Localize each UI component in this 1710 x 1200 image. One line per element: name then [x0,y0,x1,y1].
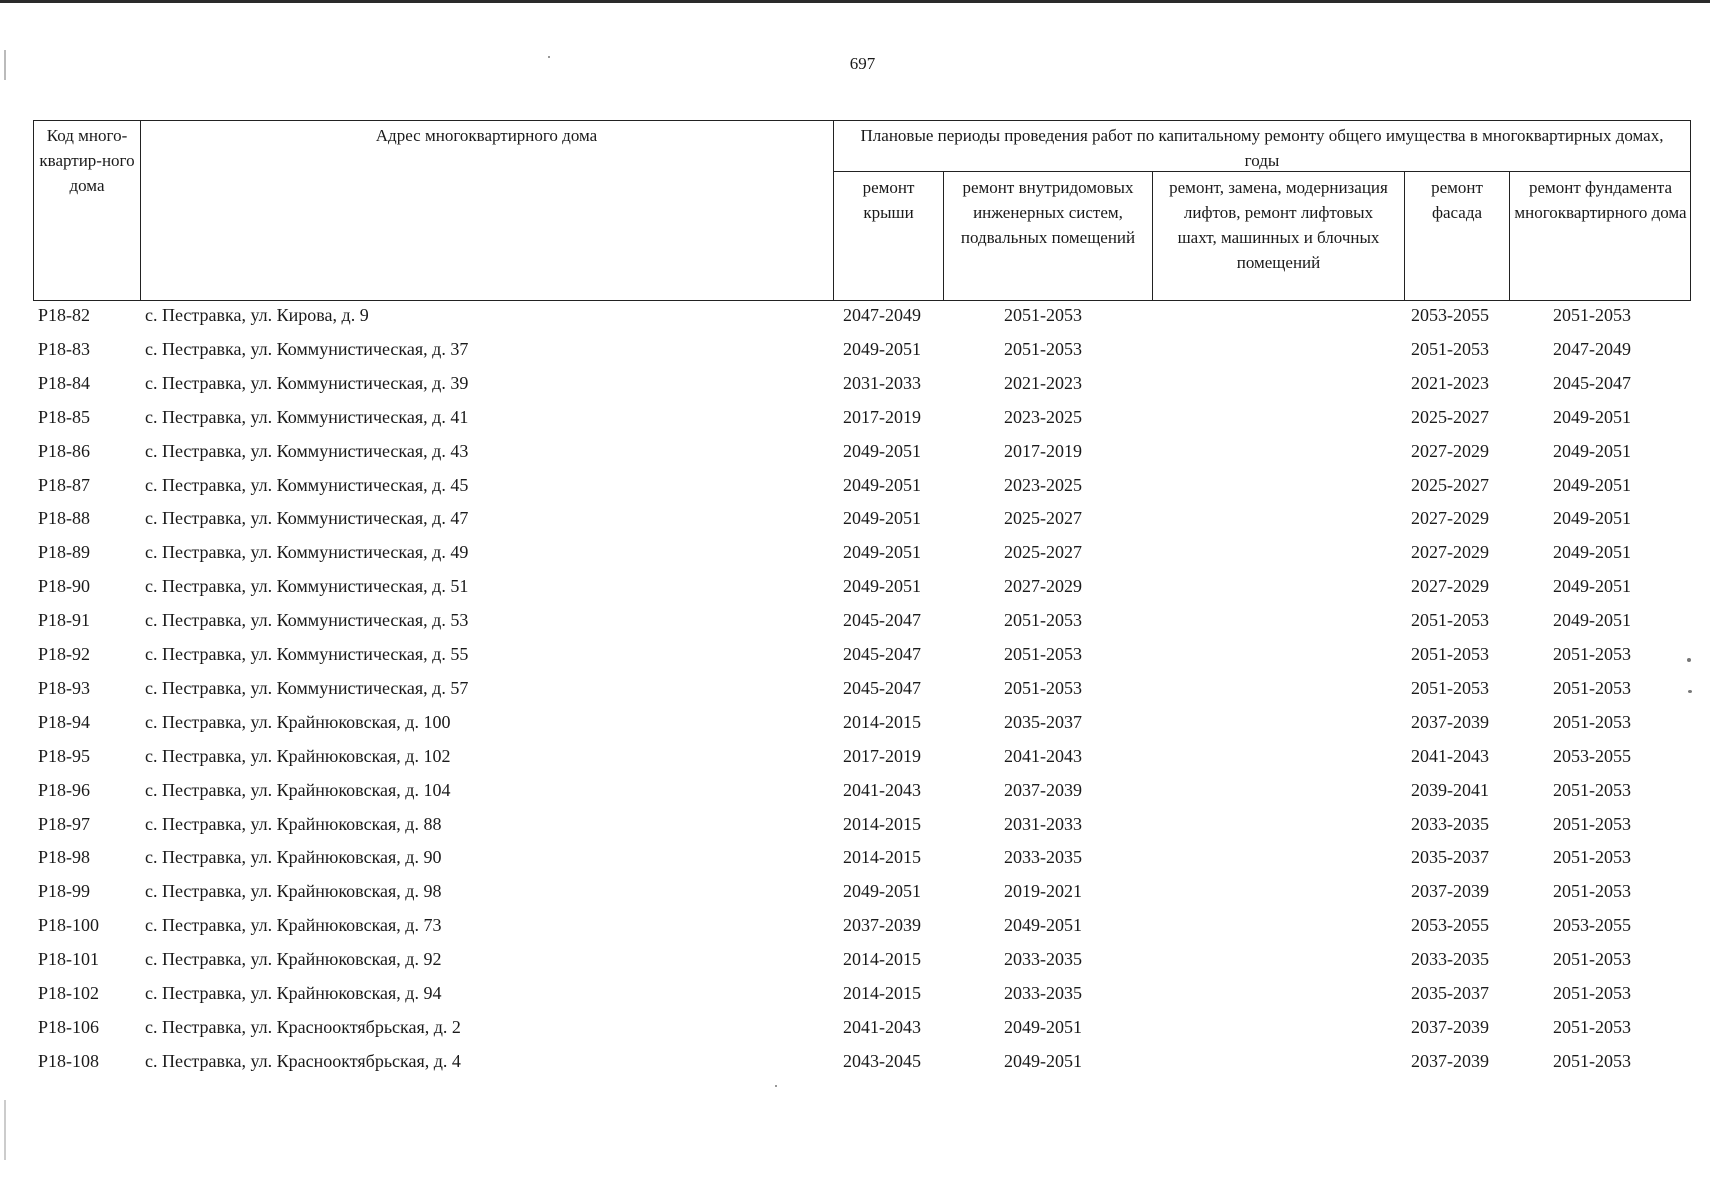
cell-systems: 2019-2021 [1004,881,1082,902]
header-periods: Плановые периоды проведения работ по капитальному ремонту общего имущества в многоквартирных домах, годы [860,126,1664,170]
cell-systems: 2051-2053 [1004,610,1082,631]
cell-code: P18-95 [38,745,91,766]
cell-facade: 2025-2027 [1411,474,1489,495]
cell-foundation: 2049-2051 [1553,440,1631,461]
table-row [0,1049,1710,1083]
cell-facade: 2051-2053 [1411,338,1489,359]
cell-foundation: 2049-2051 [1553,406,1631,427]
cell-systems: 2027-2029 [1004,576,1082,597]
cell-roof: 2041-2043 [843,779,921,800]
cell-facade: 2051-2053 [1411,644,1489,664]
cell-code: P18-86 [38,440,91,461]
cell-foundation: 2051-2053 [1553,1016,1631,1037]
cell-foundation: 2051-2053 [1553,711,1631,732]
scan-speck [4,50,6,80]
table-row [0,540,1710,574]
cell-roof: 2014-2015 [843,983,921,1003]
cell-foundation: 2051-2053 [1553,644,1631,664]
cell-code: P18-102 [38,983,100,1003]
cell-address: с. Пестравка, ул. Крайнюковская, д. 100 [145,711,451,732]
cell-facade: 2027-2029 [1411,440,1489,461]
cell-facade: 2039-2041 [1411,779,1489,800]
cell-facade: 2033-2035 [1411,813,1489,834]
cell-roof: 2014-2015 [843,949,921,970]
scan-speck [548,56,550,58]
cell-code: P18-91 [38,610,91,631]
cell-roof: 2031-2033 [843,372,921,393]
cell-facade: 2033-2035 [1411,949,1489,970]
cell-roof: 2043-2045 [843,1050,921,1071]
cell-foundation: 2047-2049 [1553,338,1631,359]
cell-systems: 2037-2039 [1004,779,1082,800]
cell-address: с. Пестравка, ул. Крайнюковская, д. 73 [145,915,442,936]
cell-facade: 2037-2039 [1411,711,1489,732]
cell-foundation: 2053-2055 [1553,915,1631,936]
cell-facade: 2037-2039 [1411,1050,1489,1071]
cell-foundation: 2049-2051 [1553,576,1631,597]
header-foundation: ремонт фундамента многоквартирного дома [1514,178,1687,222]
cell-code: P18-93 [38,677,91,698]
cell-systems: 2041-2043 [1004,745,1082,766]
cell-systems: 2051-2053 [1004,338,1082,359]
cell-address: с. Пестравка, ул. Крайнюковская, д. 88 [145,813,442,834]
cell-roof: 2017-2019 [843,406,921,427]
cell-foundation: 2051-2053 [1553,677,1631,698]
table-row [0,676,1710,710]
table-row [0,710,1710,744]
cell-foundation: 2051-2053 [1553,949,1631,970]
table-row [0,947,1710,981]
table-row [0,879,1710,913]
cell-facade: 2025-2027 [1411,406,1489,427]
cell-code: P18-90 [38,576,91,597]
cell-systems: 2033-2035 [1004,949,1082,970]
cell-address: с. Пестравка, ул. Коммунистическая, д. 39 [145,372,469,393]
cell-foundation: 2049-2051 [1553,542,1631,563]
table-row [0,574,1710,608]
cell-foundation: 2045-2047 [1553,372,1631,393]
cell-address: с. Пестравка, ул. Крайнюковская, д. 94 [145,983,442,1003]
cell-foundation: 2051-2053 [1553,1050,1631,1071]
cell-facade: 2051-2053 [1411,677,1489,698]
table-row [0,1015,1710,1049]
scan-speck [4,1100,6,1160]
table-row [0,778,1710,812]
cell-facade: 2021-2023 [1411,372,1489,393]
cell-facade: 2041-2043 [1411,745,1489,766]
cell-address: с. Пестравка, ул. Коммунистическая, д. 51 [145,576,469,597]
cell-foundation: 2051-2053 [1553,881,1631,902]
cell-facade: 2037-2039 [1411,881,1489,902]
cell-roof: 2045-2047 [843,677,921,698]
cell-facade: 2051-2053 [1411,610,1489,631]
cell-address: с. Пестравка, ул. Коммунистическая, д. 49 [145,542,469,563]
cell-systems: 2025-2027 [1004,508,1082,529]
cell-facade: 2053-2055 [1411,915,1489,936]
cell-roof: 2045-2047 [843,644,921,664]
cell-roof: 2049-2051 [843,474,921,495]
cell-roof: 2014-2015 [843,711,921,732]
cell-code: P18-94 [38,711,91,732]
cell-code: P18-85 [38,406,91,427]
cell-facade: 2027-2029 [1411,542,1489,563]
cell-code: P18-82 [38,305,91,325]
header-code: Код много-квартир-ного дома [39,126,135,195]
header-divider [140,121,141,301]
page-number: 697 [849,54,876,73]
cell-code: P18-97 [38,813,91,834]
cell-code: P18-84 [38,372,91,393]
scan-speck [1688,690,1692,693]
cell-roof: 2049-2051 [843,338,921,359]
scan-speck [1687,658,1691,662]
cell-facade: 2037-2039 [1411,1016,1489,1037]
cell-foundation: 2051-2053 [1553,305,1631,325]
cell-address: с. Пестравка, ул. Коммунистическая, д. 37 [145,338,469,359]
cell-systems: 2051-2053 [1004,305,1082,325]
table-row [0,913,1710,947]
cell-systems: 2033-2035 [1004,983,1082,1003]
cell-address: с. Пестравка, ул. Коммунистическая, д. 53 [145,610,469,631]
cell-roof: 2049-2051 [843,440,921,461]
table-row [0,371,1710,405]
table-row [0,981,1710,1015]
cell-address: с. Пестравка, ул. Краснооктябрьская, д. 2 [145,1016,461,1037]
header-facade: ремонт фасада [1431,178,1483,222]
cell-foundation: 2051-2053 [1553,779,1631,800]
cell-foundation: 2051-2053 [1553,813,1631,834]
cell-roof: 2049-2051 [843,542,921,563]
cell-code: P18-89 [38,542,91,563]
cell-systems: 2033-2035 [1004,847,1082,868]
cell-code: P18-108 [38,1050,100,1071]
cell-facade: 2027-2029 [1411,508,1489,529]
cell-systems: 2017-2019 [1004,440,1082,461]
scan-speck [775,1085,777,1087]
cell-address: с. Пестравка, ул. Крайнюковская, д. 98 [145,881,442,902]
cell-foundation: 2051-2053 [1553,847,1631,868]
header-lifts: ремонт, замена, модернизация лифтов, ремонт лифтовых шахт, машинных и блочных помещений [1169,178,1388,272]
cell-address: с. Пестравка, ул. Коммунистическая, д. 41 [145,406,469,427]
cell-code: P18-99 [38,881,91,902]
cell-foundation: 2049-2051 [1553,474,1631,495]
cell-roof: 2014-2015 [843,813,921,834]
cell-systems: 2035-2037 [1004,711,1082,732]
table-header [33,120,1691,301]
cell-address: с. Пестравка, ул. Крайнюковская, д. 104 [145,779,451,800]
cell-facade: 2027-2029 [1411,576,1489,597]
cell-foundation: 2053-2055 [1553,745,1631,766]
cell-address: с. Пестравка, ул. Коммунистическая, д. 45 [145,474,469,495]
cell-systems: 2049-2051 [1004,1016,1082,1037]
cell-address: с. Пестравка, ул. Крайнюковская, д. 92 [145,949,442,970]
cell-address: с. Пестравка, ул. Кирова, д. 9 [145,305,369,325]
cell-address: с. Пестравка, ул. Крайнюковская, д. 102 [145,745,451,766]
cell-code: P18-87 [38,474,91,495]
table-row [0,439,1710,473]
cell-systems: 2049-2051 [1004,1050,1082,1071]
header-systems: ремонт внутридомовых инженерных систем, подвальных помещений [960,178,1136,247]
cell-address: с. Пестравка, ул. Крайнюковская, д. 90 [145,847,442,868]
header-roof: ремонт крыши [862,178,915,222]
table-row [0,608,1710,642]
cell-systems: 2049-2051 [1004,915,1082,936]
cell-code: P18-100 [38,915,100,936]
cell-facade: 2035-2037 [1411,983,1489,1003]
cell-systems: 2021-2023 [1004,372,1082,393]
table-row [0,812,1710,846]
table-row [0,303,1710,337]
table-row [0,506,1710,540]
cell-roof: 2049-2051 [843,881,921,902]
cell-code: P18-88 [38,508,91,529]
cell-roof: 2014-2015 [843,847,921,868]
cell-roof: 2049-2051 [843,576,921,597]
table-row [0,744,1710,778]
cell-facade: 2053-2055 [1411,305,1489,325]
table-row [0,845,1710,879]
cell-code: P18-92 [38,644,91,664]
cell-systems: 2023-2025 [1004,406,1082,427]
cell-systems: 2031-2033 [1004,813,1082,834]
cell-roof: 2045-2047 [843,610,921,631]
cell-address: с. Пестравка, ул. Коммунистическая, д. 55 [145,644,469,664]
page-top-rule [0,0,1710,3]
cell-roof: 2049-2051 [843,508,921,529]
header-address: Адрес многоквартирного дома [375,126,598,145]
cell-foundation: 2049-2051 [1553,610,1631,631]
cell-systems: 2051-2053 [1004,644,1082,664]
cell-code: P18-83 [38,338,91,359]
cell-roof: 2041-2043 [843,1016,921,1037]
cell-address: с. Пестравка, ул. Коммунистическая, д. 57 [145,677,469,698]
cell-roof: 2017-2019 [843,745,921,766]
cell-systems: 2025-2027 [1004,542,1082,563]
cell-code: P18-96 [38,779,91,800]
cell-facade: 2035-2037 [1411,847,1489,868]
cell-systems: 2023-2025 [1004,474,1082,495]
cell-address: с. Пестравка, ул. Коммунистическая, д. 47 [145,508,469,529]
table-row [0,642,1710,676]
table-row [0,405,1710,439]
cell-systems: 2051-2053 [1004,677,1082,698]
cell-roof: 2037-2039 [843,915,921,936]
cell-roof: 2047-2049 [843,305,921,325]
cell-code: P18-101 [38,949,100,970]
cell-code: P18-98 [38,847,91,868]
cell-address: с. Пестравка, ул. Краснооктябрьская, д. 4 [145,1050,461,1071]
cell-foundation: 2049-2051 [1553,508,1631,529]
cell-foundation: 2051-2053 [1553,983,1631,1003]
table-row [0,473,1710,507]
table-row [0,337,1710,371]
cell-address: с. Пестравка, ул. Коммунистическая, д. 43 [145,440,469,461]
cell-code: P18-106 [38,1016,100,1037]
